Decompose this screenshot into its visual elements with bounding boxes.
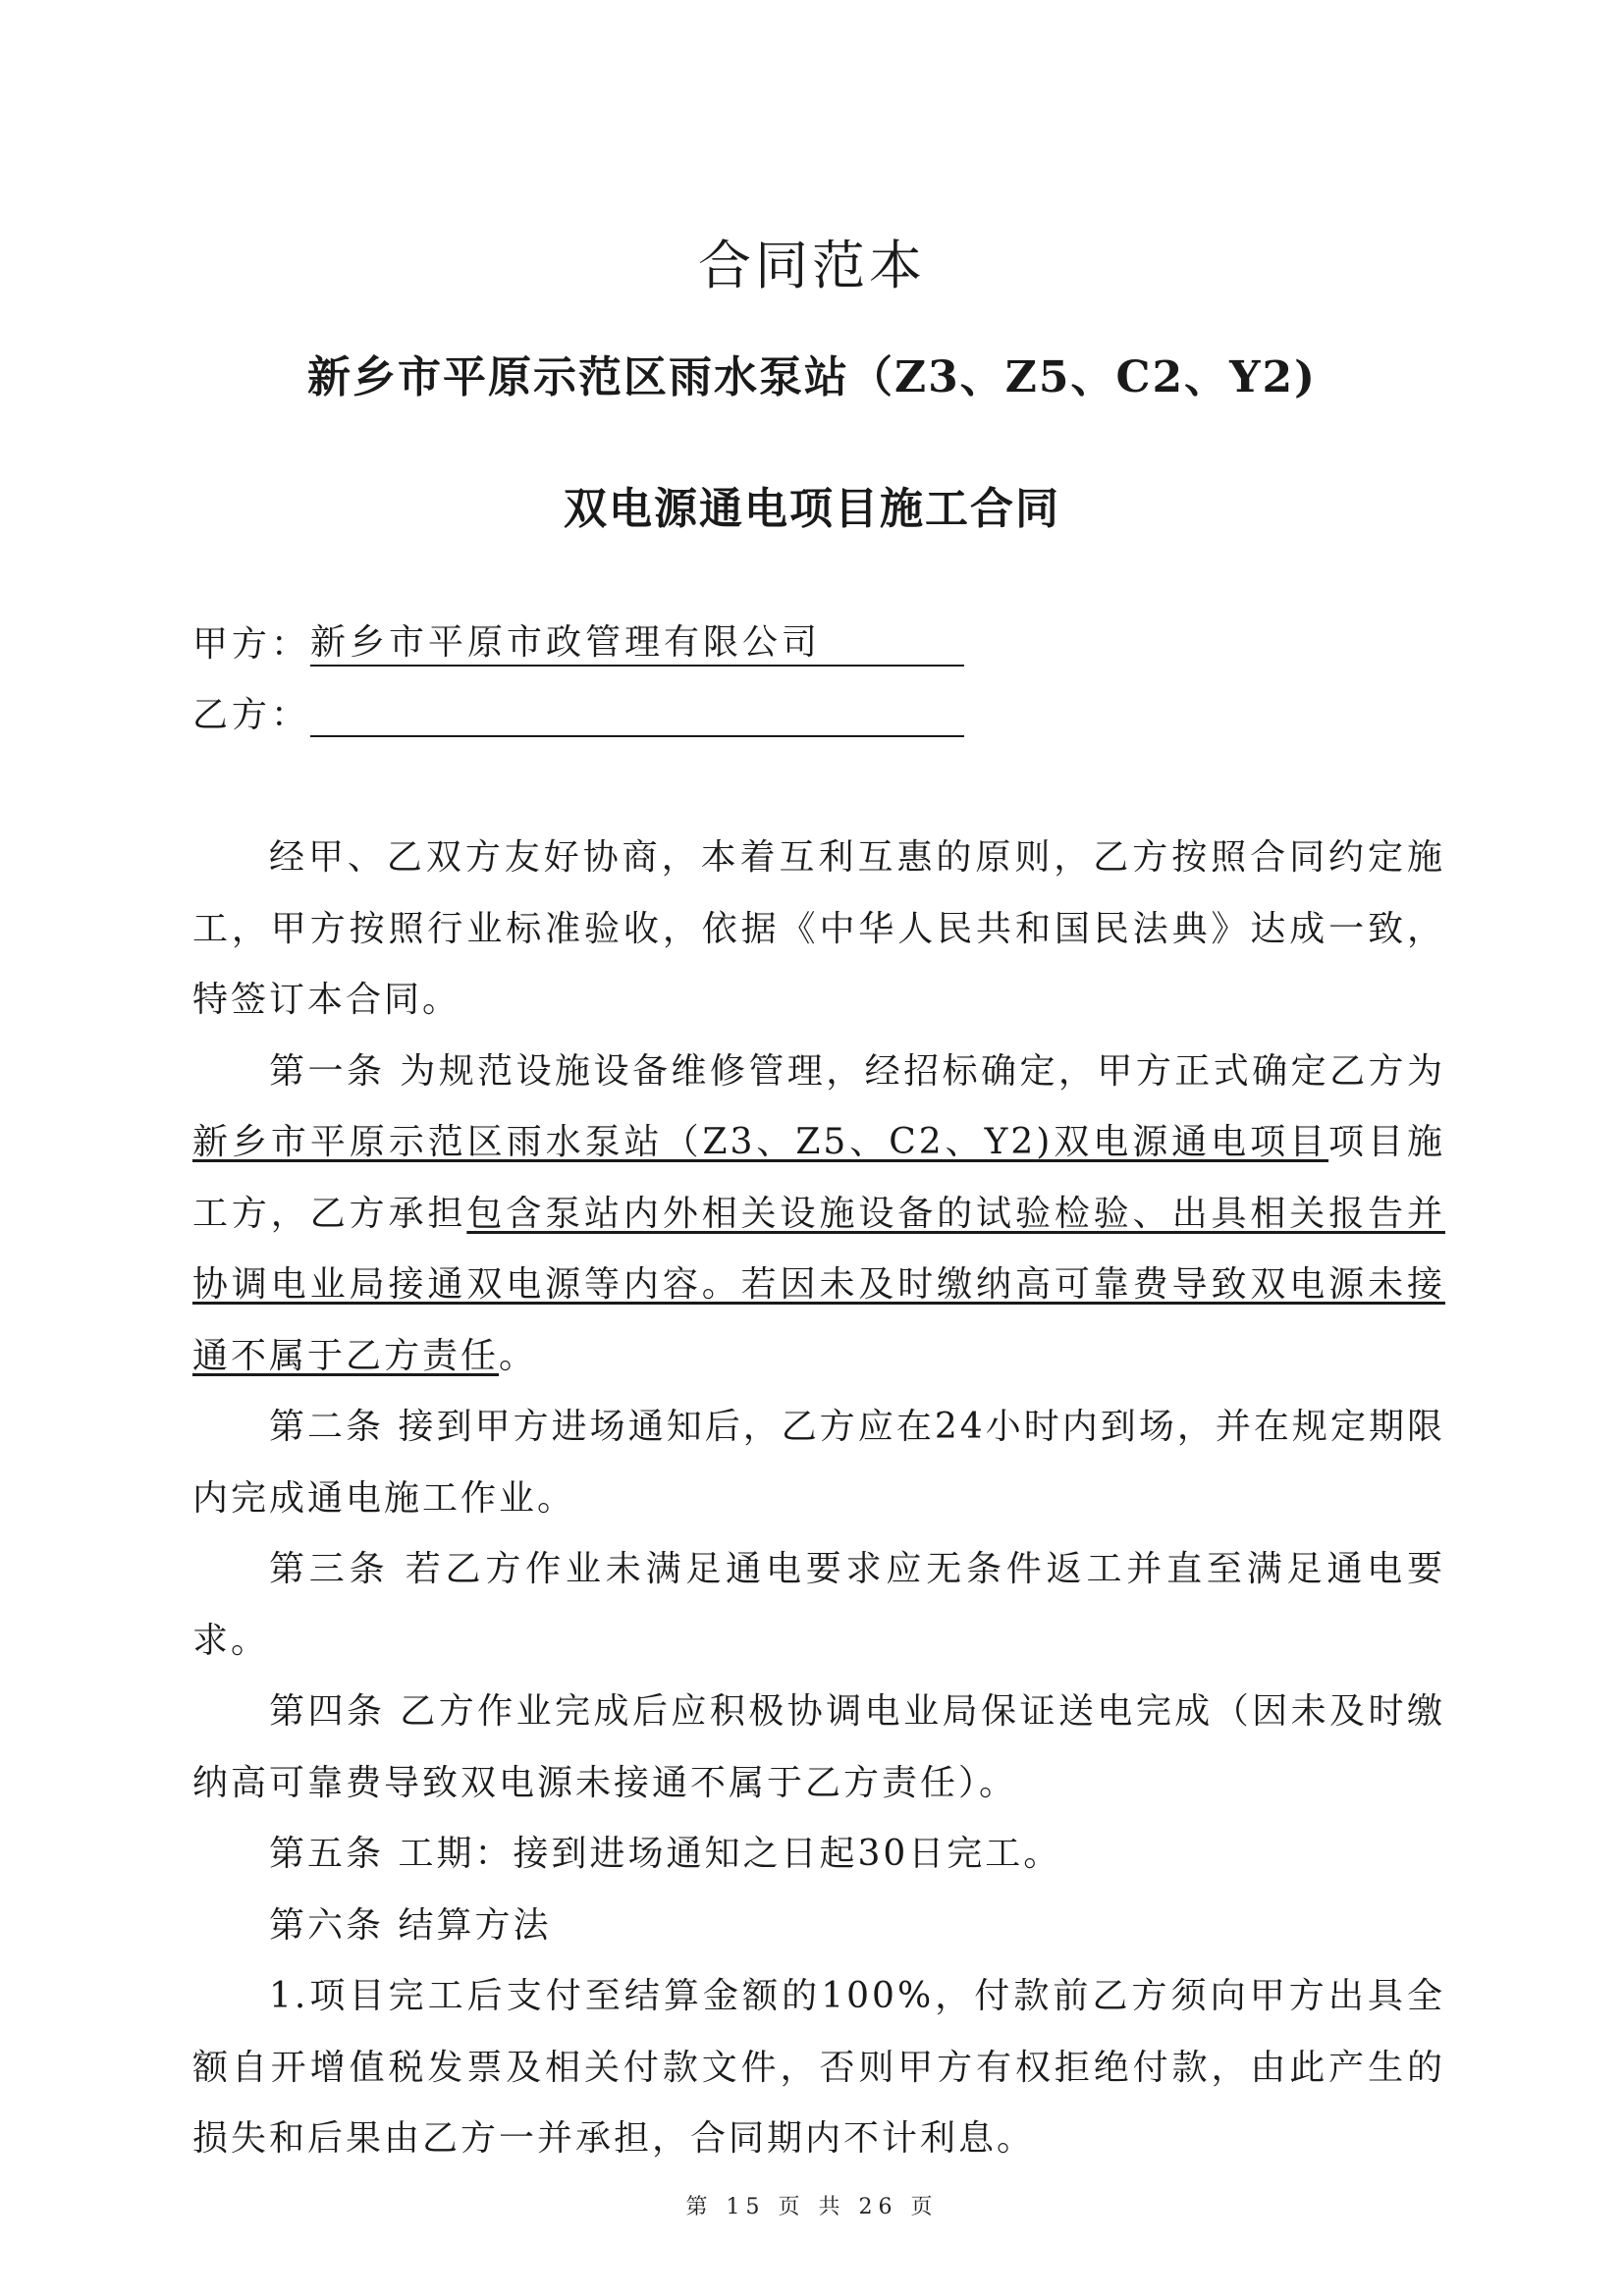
party-a-name: 新乡市平原市政管理有限公司 <box>310 621 964 667</box>
article-1-end: 。 <box>499 1335 538 1376</box>
doc-heading: 合同范本 <box>698 235 926 296</box>
article-2: 第二条 接到甲方进场通知后，乙方应在24小时内到场，并在规定期限内完成通电施工作业。 <box>192 1407 1445 1519</box>
preamble-paragraph: 经甲、乙双方友好协商，本着互利互惠的原则，乙方按照合同约定施工，甲方按照行业标准验收，依据《中华人民共和国民法典》达成一致，特签订本合同。 <box>192 837 1445 1020</box>
party-b <box>192 687 964 737</box>
article-3: 第三条 若乙方作业未满足通电要求应无条件返工并直至满足通电要求。 <box>192 1549 1445 1661</box>
contract-body <box>192 823 1445 2175</box>
contract-title-line-2: 双电源通电项目施工合同 <box>564 484 1060 534</box>
article-1-mid: 项目施工方，乙方承担 <box>192 1122 1445 1234</box>
article-5: 第五条 工期：接到进场通知之日起30日完工。 <box>269 1834 1062 1874</box>
article-1 <box>192 1037 1445 1393</box>
page-footer: 第 15 页 共 26 页 <box>685 2195 939 2219</box>
contract-title-line-1: 新乡市平原示范区雨水泵站（Z3、Z5、C2、Y2) <box>307 352 1317 402</box>
settlement-item-1: 1.项目完工后支付至结算金额的100%，付款前乙方须向甲方出具全额自开增值税发票及相关付款文件，否则甲方有权拒绝付款，由此产生的损失和后果由乙方一并承担，合同期内不计利息。 <box>192 1976 1445 2159</box>
article-1-project-name: 新乡市平原示范区雨水泵站（Z3、Z5、C2、Y2)双电源通电项目 <box>192 1122 1329 1162</box>
party-b-name-blank <box>310 692 964 737</box>
article-6: 第六条 结算方法 <box>269 1904 552 1946</box>
article-4: 第四条 乙方作业完成后应积极协调电业局保证送电完成（因未及时缴纳高可靠费导致双电源未接通不属于乙方责任）。 <box>192 1691 1445 1803</box>
party-a <box>192 616 964 667</box>
party-b-label: 乙方： <box>192 695 311 735</box>
article-1-scope: 包含泵站内外相关设施设备的试验检验、出具相关报告并协调电业局接通双电源等内容。若因未及时缴纳高可靠费导致双电源未接通不属于乙方责任 <box>192 1193 1445 1376</box>
party-a-label: 甲方： <box>192 624 311 665</box>
article-1-intro: 第一条 为规范设施设备维修管理，经招标确定，甲方正式确定乙方为 <box>269 1050 1445 1092</box>
